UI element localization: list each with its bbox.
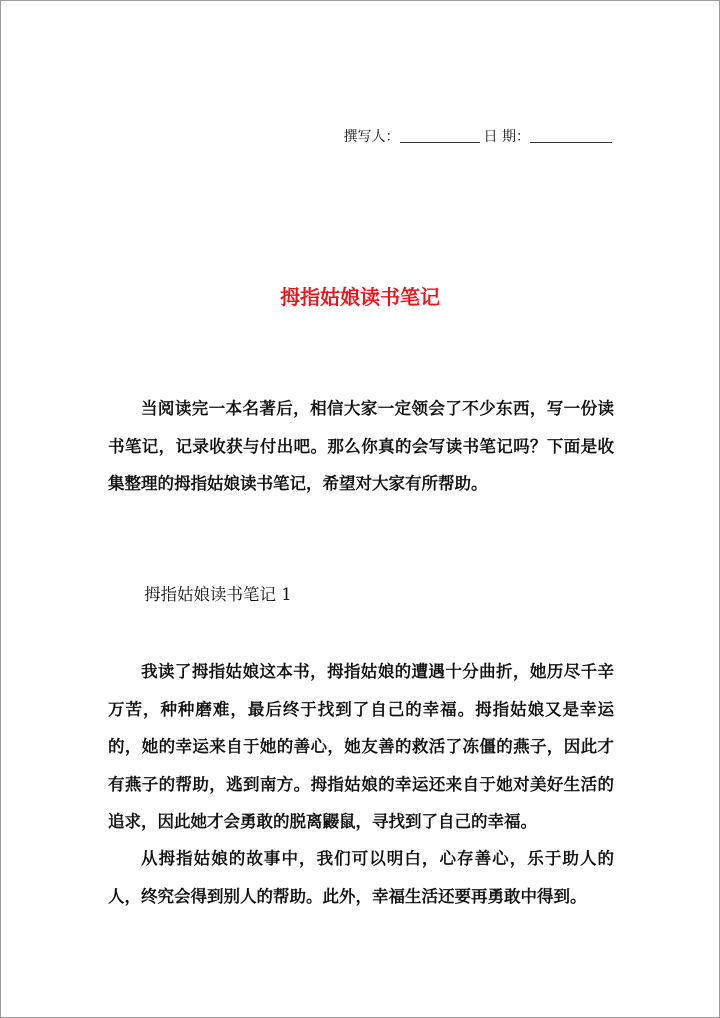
body-paragraph-2: 从拇指姑娘的故事中，我们可以明白，心存善心，乐于助人的人，终究会得到别人的帮助。此外，幸福生活还要再勇敢中得到。: [108, 849, 614, 906]
date-label: 日 期：: [483, 129, 530, 145]
author-blank: [400, 128, 480, 143]
intro-paragraph: 当阅读完一本名著后，相信大家一定领会了不少东西，写一份读书笔记，记录收获与付出吧。那么你真的会写读书笔记吗？下面是收集整理的拇指姑娘读书笔记，希望对大家有所帮助。: [108, 399, 614, 493]
author-label: 撰写人：: [343, 129, 400, 145]
author-date-line: [344, 126, 612, 146]
date-blank: [530, 128, 612, 143]
document-title: 拇指姑娘读书笔记: [280, 285, 440, 309]
section-heading: 拇指姑娘读书笔记 1: [144, 585, 292, 604]
body-paragraph-1: 我读了拇指姑娘这本书，拇指姑娘的遭遇十分曲折，她历尽千辛万苦，种种磨难，最后终于找到了自己的幸福。拇指姑娘又是幸运的，她的幸运来自于她的善心，她友善的救活了冻僵的燕子，因此才有燕子的帮助，逃到南方。拇指姑娘的幸运还来自于她对美好生活的追求，因此她才会勇敢的脱离鼹鼠，寻找到了自己的幸福。: [108, 662, 614, 831]
